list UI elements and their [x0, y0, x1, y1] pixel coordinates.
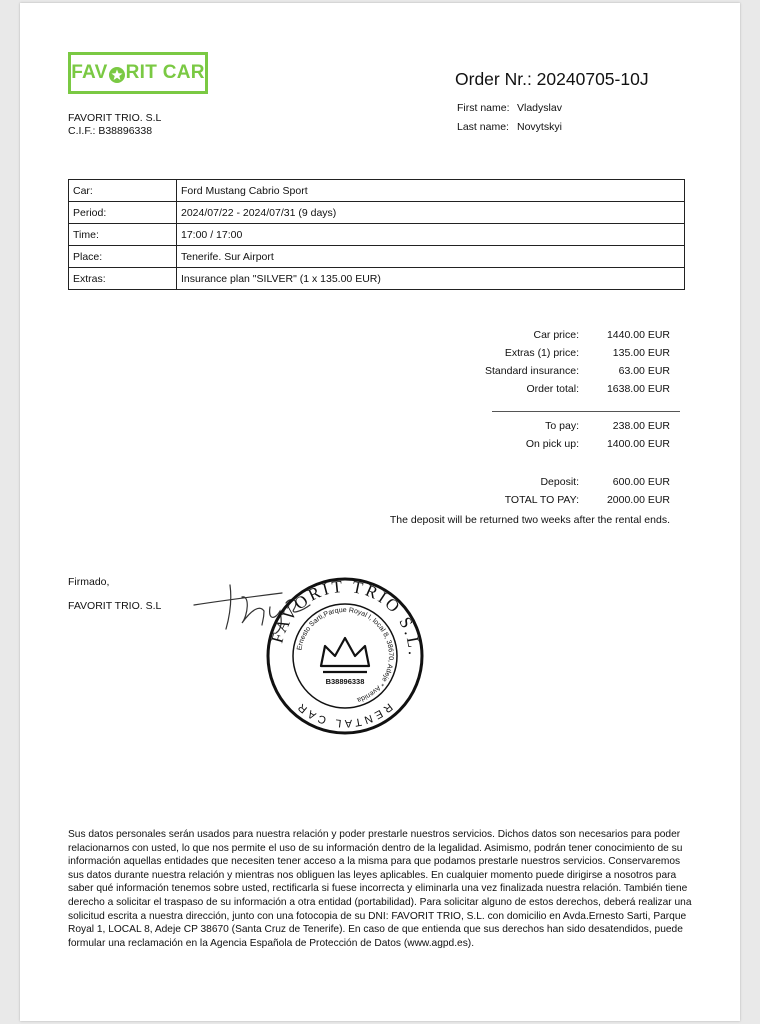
stamp-outer-bottom-text: RENTAL CAR: [293, 699, 395, 730]
deposit-note: The deposit will be returned two weeks after the rental ends.: [389, 514, 670, 526]
table-row: [69, 268, 685, 290]
total-to-pay-label: TOTAL TO PAY:: [504, 494, 579, 506]
first-name-value: Vladyslav: [517, 102, 562, 114]
table-row: [69, 224, 685, 246]
car-price-label: Car price:: [533, 329, 579, 341]
on-pickup-value: 1400.00 EUR: [606, 438, 670, 450]
table-row: [69, 202, 685, 224]
rental-details-table: [68, 179, 685, 290]
logo-text-start: FAV: [71, 62, 108, 83]
table-row: [69, 246, 685, 268]
company-name: FAVORIT TRIO. S.L: [68, 112, 162, 124]
car-value: Ford Mustang Cabrio Sport: [177, 180, 685, 202]
place-label: Place:: [69, 246, 177, 268]
document-page: [20, 3, 740, 1021]
stamp-outer-top-text: FAVORIT TRIO S.L.: [267, 576, 425, 658]
summary-divider: [492, 411, 680, 412]
on-pickup-label: On pick up:: [525, 438, 579, 450]
privacy-legal-text: Sus datos personales serán usados para nuestra relación y poder prestarle nuestros servicios. Dichos datos son necesarios para poder relacionarnos con usted, lo que nos permite el uso de su información dentro de la legalidad. Asimismo, podrán tener conocimiento de su información aquellas entidades que necesiten tener acceso a la misma para que podamos prestarle nuestros servicios. Conservaremos sus datos durante nuestra relación y mientras nos obliguen las leyes aplicables. En cualquier momento puede dirigirse a nosotros para saber qué información tenemos sobre usted, rectificarla si fuese incorrecta y eliminarla una vez finalizada nuestra relación. También tiene derecho a solicitar el traspaso de su información a otra entidad (portabilidad). Para solicitar alguno de estos derechos, deberá realizar una solicitud escrita a nuestra dirección, junto con una fotocopia de su DNI: FAVORIT TRIO, S.L. con domicilio en Avda.Ernesto Sarti, Parque Royal 1, LOCAL 8, Adeje CP 38670 (Santa Cruz de Tenerife). En caso de que entienda que sus derechos han sido desatendidos, puede formular una reclamación en la Agencia Española de Protección de Datos (www.agpd.es).: [68, 829, 692, 949]
star-icon: [109, 67, 125, 83]
to-pay-label: To pay:: [545, 420, 579, 432]
crown-icon: [321, 638, 369, 672]
table-row: [69, 180, 685, 202]
last-name-value: Novytskyi: [517, 121, 562, 133]
extras-price-value: 135.00 EUR: [612, 347, 670, 359]
place-value: Tenerife. Sur Airport: [177, 246, 685, 268]
svg-text:FAVORIT TRIO S.L.: [267, 577, 424, 658]
time-value: 17:00 / 17:00: [177, 224, 685, 246]
company-cif: C.I.F.: B38896338: [68, 125, 153, 137]
to-pay-value: 238.00 EUR: [612, 420, 670, 432]
deposit-value: 600.00 EUR: [612, 476, 670, 488]
order-number: Order Nr.: 20240705-10J: [455, 69, 649, 89]
signatory-company: FAVORIT TRIO. S.L: [68, 600, 162, 612]
total-to-pay-value: 2000.00 EUR: [606, 494, 670, 506]
standard-insurance-value: 63.00 EUR: [618, 365, 670, 377]
deposit-label: Deposit:: [540, 476, 579, 488]
car-label: Car:: [69, 180, 177, 202]
car-price-value: 1440.00 EUR: [606, 329, 670, 341]
svg-text:Ernesto Sarti,Parque Royal I,: [296, 607, 394, 703]
logo-text-end: RIT CAR: [125, 62, 205, 83]
favorit-car-logo: [68, 52, 208, 94]
extras-label: Extras:: [69, 268, 177, 290]
stamp-inner-address-text: Ernesto Sarti,Parque Royal I, local 8, 38670, Adeje * Avenida: [296, 606, 395, 704]
signed-label: Firmado,: [68, 576, 110, 588]
company-stamp: [265, 576, 425, 736]
stamp-number: B38896338: [325, 677, 365, 686]
time-label: Time:: [69, 224, 177, 246]
period-value: 2024/07/22 - 2024/07/31 (9 days): [177, 202, 685, 224]
order-total-label: Order total:: [526, 383, 579, 395]
standard-insurance-label: Standard insurance:: [485, 365, 579, 377]
extras-price-label: Extras (1) price:: [504, 347, 579, 359]
first-name-label: First name:: [457, 102, 510, 114]
last-name-label: Last name:: [457, 121, 509, 133]
order-total-value: 1638.00 EUR: [606, 383, 670, 395]
extras-value: Insurance plan "SILVER" (1 x 135.00 EUR): [177, 268, 685, 290]
period-label: Period:: [69, 202, 177, 224]
